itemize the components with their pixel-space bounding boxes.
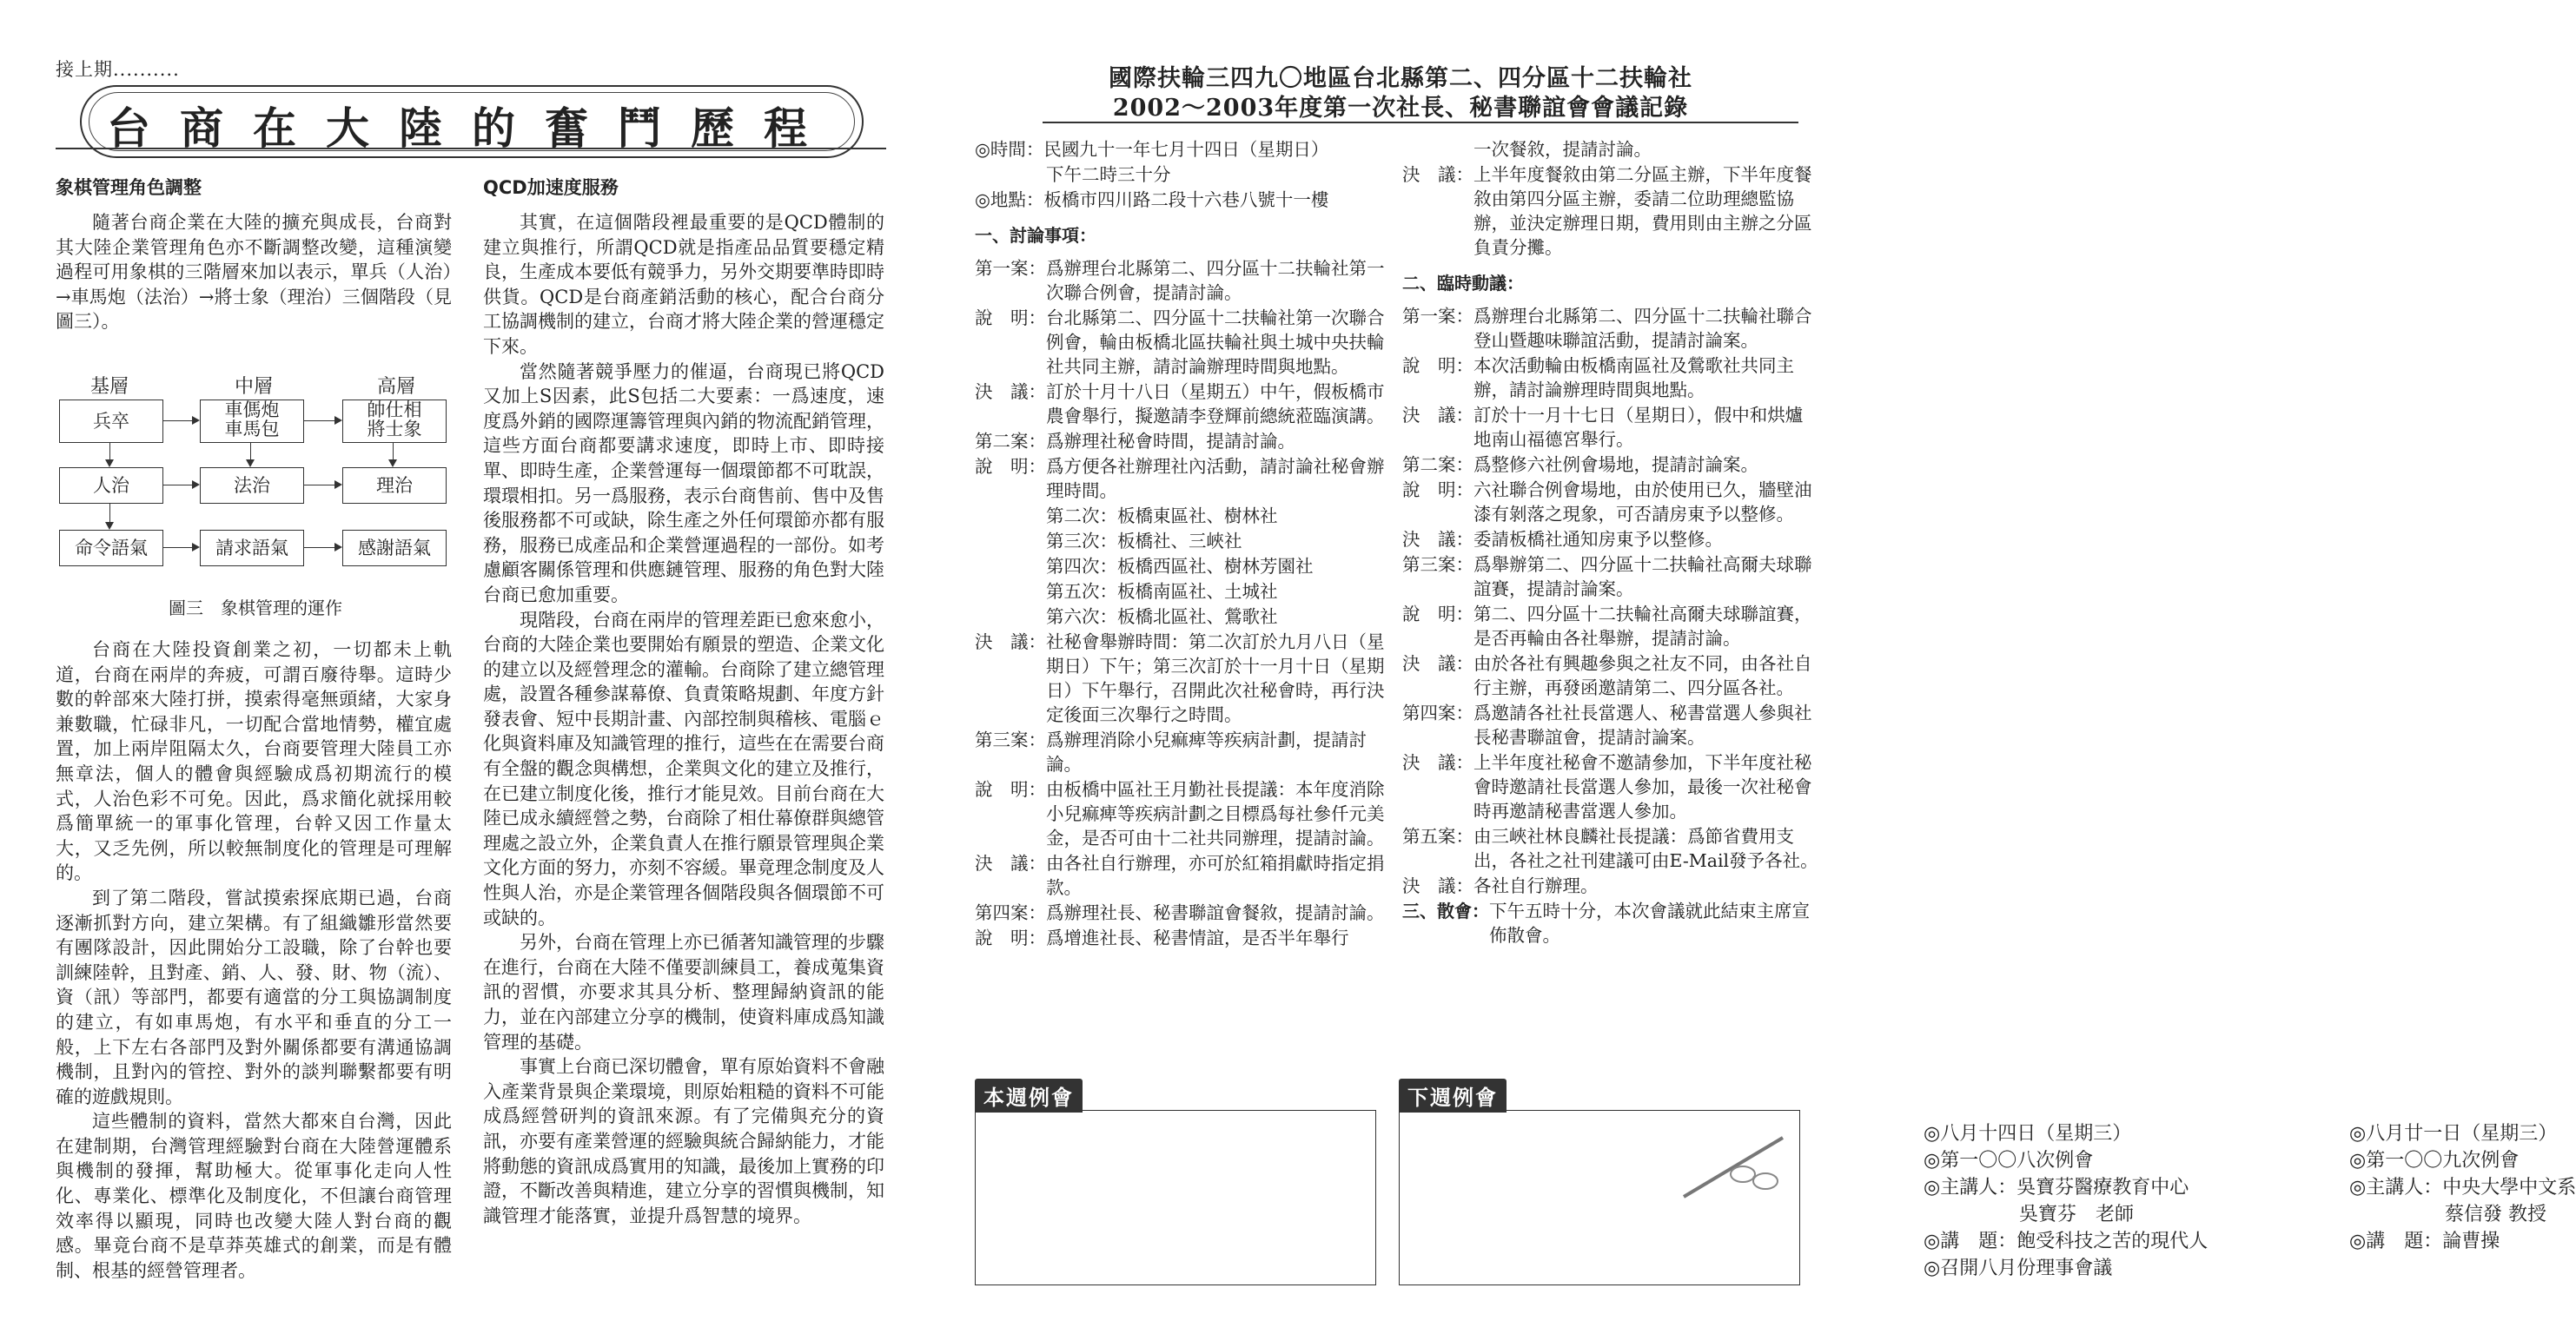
- minutes-item-text: 上半年度社秘會不邀請參加，下半年度社秘會時邀請社長當選人參加，最後一次社秘會時再邀請秘書當選人參加。: [1473, 752, 1812, 822]
- minutes-item: [1402, 162, 1819, 260]
- minutes-item-text: 第五次：板橋南區社、土城社: [1046, 581, 1278, 602]
- article-paragraph: 現階段，台商在兩岸的管理差距已愈來愈小，台商的大陸企業也要開始有願景的塑造、企業文化的建立以及經營理念的灌輸。台商除了建立總管理處，設置各種參謀幕僚、負責策略規劃、年度方針發表會、短中長期計畫、內部控制與稽核、電腦ｅ化與資料庫及知識管理的推行，這些在在需要台商有全盤的觀念與構想，企業與文化的建立及推行，在已建立制度化後，推行才能見效。目前台商在大陸已成永續經營之勢，台商除了相仕幕僚群與總管理處之設立外，企業負責人在推行願景管理與企業文化方面的努力，亦刻不容緩。畢竟理念制度及人性與人治，亦是企業管理各個階段與各個環節不可或缺的。: [483, 609, 884, 928]
- intro-paragraph: [56, 210, 452, 334]
- article-title: 台商在大陸的奮鬥歷程: [107, 102, 837, 154]
- minutes-item: [1402, 824, 1819, 873]
- minutes-item: [975, 851, 1385, 900]
- header-underline: [1043, 122, 1798, 123]
- minutes-item-label: 說 明：: [1402, 355, 1473, 376]
- minutes-item-label: 說 明：: [975, 779, 1046, 800]
- minutes-item: [975, 188, 1385, 212]
- minutes-column-b: [1402, 137, 1819, 1067]
- minutes-column-a: [975, 137, 1385, 1067]
- minutes-item-label: [975, 554, 1046, 578]
- minutes-item-label: 決 議：: [1402, 653, 1473, 674]
- minutes-item: [975, 454, 1385, 503]
- minutes-item-text: 第六次：板橋北區社、鶯歌社: [1046, 606, 1278, 627]
- qcd-paragraphs: [483, 210, 884, 1228]
- minutes-item-text: 爲邀請各社社長當選人、秘書當選人參與社長秘書聯誼會，提請討論案。: [1473, 703, 1812, 748]
- minutes-item-text: 由板橋中區社王月勤社長提議：本年度消除小兒痲痺等疾病計劃之目標爲每社參仟元美金，是否可由十二社共同辦理，提請討論。: [1046, 779, 1385, 849]
- continued-label: 接上期..........: [56, 59, 180, 80]
- arrow: [163, 420, 198, 421]
- minutes-item-label: 說 明：: [975, 928, 1046, 948]
- minutes-item: [975, 256, 1385, 305]
- minutes-item-label: 第四案：: [975, 902, 1046, 923]
- arrow: [304, 547, 341, 548]
- minutes-item: [975, 901, 1385, 925]
- meeting-info-line: ◎第一〇〇九次例會: [2349, 1150, 2520, 1172]
- minutes-item-text: 由三峽社林良麟社長提議：爲節省費用支出，各社之社刊建議可由E-Mail發予各社。: [1473, 826, 1818, 871]
- diagram-caption: 圖三 象棋管理的運作: [169, 598, 342, 618]
- minutes-item-label: 決 議：: [975, 381, 1046, 402]
- minutes-item: [975, 777, 1385, 850]
- minutes-item-text: 爲辦理社秘會時間，提請討論。: [1046, 431, 1295, 452]
- box-command-tone: 命令語氣: [59, 530, 163, 566]
- box-general: 帥仕相 將士象: [342, 400, 447, 443]
- minutes-item-text: 本次活動輪由板橋南區社及鶯歌社共同主辦，請討論辦理時間與地點。: [1473, 355, 1794, 400]
- minutes-item-label: 第一案：: [975, 258, 1046, 279]
- title-underline: [56, 148, 886, 149]
- minutes-item-label: 說 明：: [975, 456, 1046, 477]
- minutes-item-text: 上半年度餐敘由第二分區主辦，下半年度餐敘由第四分區主辦，委請二位助理總監協辦，並決定辦理日期，費用則由主辦之分區負責分攤。: [1473, 164, 1812, 258]
- minutes-item: [975, 162, 1385, 187]
- minutes-item: [975, 429, 1385, 453]
- minutes-item-label: [975, 604, 1046, 629]
- minutes-item-text: 訂於十一月十七日（星期日），假中和烘爐地南山福德宮舉行。: [1473, 405, 1804, 450]
- minutes-item-text: 爲辦理社長、秘書聯誼會餐敘，提請討論。: [1046, 902, 1385, 923]
- article-column-2: [483, 174, 884, 1228]
- arrow: [109, 442, 110, 466]
- club-header: 國際扶輪三四九〇地區台北縣第二、四分區十二扶輪社: [1109, 65, 1692, 92]
- minutes-item-label: [975, 504, 1046, 528]
- minutes-item-text: 第三次：板橋社、三峽社: [1046, 531, 1242, 551]
- minutes-section-heading: 二、臨時動議：: [1402, 273, 1524, 294]
- minutes-item: [975, 579, 1385, 604]
- minutes-item-label: 說 明：: [975, 307, 1046, 328]
- article-paragraph: 台商在大陸投資創業之初，一切都未上軌道，台商在兩岸的奔疲，可謂百廢待舉。這時少數的幹部來大陸打拼，摸索得毫無頭緒，大家身兼數職，忙碌非凡，一切配合當地情勢，權宜處置，加上兩岸阻隔太久，台商要管理大陸員工亦無章法，個人的體會與經驗成爲初期流行的模式，人治色彩不可免。因此，爲求簡化就採用較爲簡單統一的軍事化管理，台幹又因工作量太大，又乏先例，所以較無制度化的管理是可理解的。: [56, 639, 452, 884]
- box-chariot: 車傌炮 車馬包: [200, 400, 304, 443]
- minutes-item: [975, 926, 1385, 950]
- minutes-item-text: 爲舉辦第二、四分區十二扶輪社高爾夫球聯誼賽，提請討論案。: [1473, 554, 1812, 599]
- minutes-item-text: 板橋市四川路二段十六巷八號十一樓: [1043, 189, 1329, 210]
- minutes-item-label: ◎時間：: [975, 139, 1044, 160]
- meeting-info-line: 蔡信發 教授: [2349, 1204, 2546, 1225]
- meeting-info-line: ◎召開八月份理事會議: [1924, 1258, 2113, 1279]
- minutes-item-label: 決 議：: [1402, 875, 1473, 896]
- meeting-title: 2002〜2003年度第一次社長、秘書聯誼會會議記錄: [1112, 95, 1689, 122]
- section-heading-qcd: QCD加速度服務: [483, 177, 619, 198]
- minutes-item-label: 第四案：: [1402, 703, 1473, 723]
- minutes-section-heading: 一、討論事項：: [975, 225, 1096, 246]
- minutes-item: [1402, 701, 1819, 750]
- level-label-base: 基層: [90, 376, 129, 398]
- minutes-item-label: 第二案：: [975, 431, 1046, 452]
- minutes-item-label: 第一案：: [1402, 306, 1473, 327]
- article-paragraph: 另外，台商在管理上亦已循著知識管理的步驟在進行，台商在大陸不僅要訓練員工，養成蒐集資訊的習慣，亦要求其具分析、整理歸納資訊的能力，並在內部建立分享的機制，使資料庫成爲知識管理的基礎。: [483, 932, 884, 1053]
- arrow: [163, 547, 198, 548]
- minutes-item-text: 爲整修六社例會場地，提請討論案。: [1473, 454, 1758, 475]
- pen-glasses-illustration: [1679, 1120, 1791, 1207]
- meeting-info-line: 吳寶芬 老師: [1924, 1204, 2135, 1225]
- minutes-item-label: 決 議：: [975, 631, 1046, 652]
- meeting-info-line: ◎講 題：論曹操: [2349, 1231, 2500, 1252]
- minutes-item: [1402, 304, 1819, 353]
- minutes-item-text: 台北縣第二、四分區十二扶輪社第一次聯合例會，輪由板橋北區扶輪社與土城中央扶輪社共同主辦，請討論辦理時間與地點。: [1046, 307, 1385, 377]
- minutes-item: [975, 554, 1385, 578]
- article-column-1-continued: [56, 637, 452, 1283]
- minutes-item-label: 決 議：: [1402, 164, 1473, 185]
- minutes-item-text: 爲辦理台北縣第二、四分區十二扶輪社聯合登山暨趣味聯誼活動，提請討論案。: [1473, 306, 1812, 351]
- minutes-item-text: 訂於十月十八日（星期五）中午，假板橋市農會舉行，擬邀請李登輝前總統蒞臨演講。: [1046, 381, 1385, 426]
- this-week-box: [975, 1110, 1376, 1285]
- minutes-item-label: ◎地點：: [975, 189, 1044, 210]
- minutes-item-text: 爲方便各社辦理社內活動，請討論社秘會辦理時間。: [1046, 456, 1385, 501]
- level-label-middle: 中層: [235, 376, 274, 398]
- minutes-item-label: 決 議：: [1402, 529, 1473, 550]
- level-label-top: 高層: [377, 376, 416, 398]
- minutes-item-text: 由於各社有興趣參與之社友不同，由各社自行主辦，再發函邀請第二、四分區各社。: [1473, 653, 1812, 698]
- right-page: [931, 0, 2576, 1334]
- minutes-item: [1402, 452, 1819, 477]
- minutes-item-text: 各社自行辦理。: [1473, 875, 1599, 896]
- minutes-item-text: 一次餐敘，提請討論。: [1473, 139, 1652, 160]
- meeting-info-line: ◎八月十四日（星期三）: [1924, 1123, 2132, 1145]
- meeting-info-line: ◎主講人：吳寶芬醫療教育中心: [1924, 1177, 2189, 1199]
- minutes-item-label: 第三案：: [975, 730, 1046, 750]
- minutes-item-label: 說 明：: [1402, 479, 1473, 500]
- minutes-item-label: [975, 579, 1046, 604]
- minutes-item-text: 第四次：板橋西區社、樹林芳園社: [1046, 556, 1314, 577]
- minutes-item-text: 爲辦理台北縣第二、四分區十二扶輪社第一次聯合例會，提請討論。: [1046, 258, 1385, 303]
- minutes-item: [975, 306, 1385, 379]
- minutes-item: [975, 630, 1385, 727]
- minutes-item-text: 民國九十一年七月十四日（星期日）: [1043, 139, 1329, 160]
- left-page: [0, 0, 931, 1334]
- minutes-item: [1402, 651, 1819, 700]
- minutes-item: [975, 504, 1385, 528]
- section-heading-chess: 象棋管理角色調整: [56, 177, 202, 198]
- box-soldier: 兵卒: [59, 400, 163, 443]
- article-paragraph: 到了第二階段，嘗試摸索探底期已過，台商逐漸抓對方向，建立架構。有了組織雛形當然要有團隊設計，因此開始分工設職，除了台幹也要訓練陸幹，且對產、銷、人、發、財、物（流）、資（訊）等部門，都要有適當的分工與協調制度的建立，有如車馬炮，有水平和垂直的分工一般，上下左右各部門及對外關係都要有溝通協調機制，且對內的管控、對外的談判聯繫都要有明確的遊戲規則。: [56, 887, 452, 1107]
- minutes-item: [975, 380, 1385, 428]
- arrow: [250, 442, 251, 466]
- minutes-item-text: 爲增進社長、秘書情誼，是否半年舉行: [1046, 928, 1349, 948]
- minutes-item: [1402, 478, 1819, 526]
- box-rule-by-man: 人治: [59, 467, 163, 504]
- minutes-item-text: 六社聯合例會場地，由於使用已久，牆壁油漆有剝落之現象，可否請房東予以整修。: [1473, 479, 1812, 525]
- minutes-item-label: [975, 162, 1046, 187]
- minutes-item: [975, 728, 1385, 776]
- minutes-item-label: 決 議：: [1402, 405, 1473, 426]
- minutes-item-text: 委請板橋社通知房東予以整修。: [1473, 529, 1723, 550]
- this-week-tab: 本週例會: [975, 1079, 1083, 1113]
- arrow: [393, 442, 394, 466]
- minutes-item: [1402, 552, 1819, 601]
- minutes-item-text: 下午五時十分，本次會議就此結束主席宣佈散會。: [1489, 901, 1810, 946]
- minutes-item-text: 社秘會舉辦時間：第二次訂於九月八日（星期日）下午；第三次訂於十一月十日（星期日）下午舉行，召開此次社秘會時，再行決定後面三次舉行之時間。: [1046, 631, 1385, 725]
- minutes-item: [975, 604, 1385, 629]
- minutes-item: [975, 137, 1385, 162]
- minutes-item-label: 決 議：: [1402, 752, 1473, 773]
- minutes-item: [1402, 750, 1819, 823]
- next-week-tab: 下週例會: [1399, 1079, 1507, 1113]
- minutes-item-text: 第二、四分區十二扶輪社高爾夫球聯誼賽，是否再輪由各社舉辦，提請討論。: [1473, 604, 1812, 649]
- meeting-info-line: ◎八月廿一日（星期三）: [2349, 1123, 2558, 1145]
- minutes-item-label: 第三案：: [1402, 554, 1473, 575]
- minutes-item-text: 第二次：板橋東區社、樹林社: [1046, 505, 1278, 526]
- minutes-item-label: 決 議：: [975, 853, 1046, 874]
- minutes-item-label: 說 明：: [1402, 604, 1473, 624]
- minutes-item-label: 第二案：: [1402, 454, 1473, 475]
- meeting-info-line: ◎主講人：中央大學中文系: [2349, 1177, 2576, 1199]
- minutes-item: [1402, 602, 1819, 650]
- minutes-item-text: 由各社自行辦理，亦可於紅箱捐獻時指定捐款。: [1046, 853, 1385, 898]
- minutes-item: [1402, 137, 1819, 162]
- arrow: [304, 420, 341, 421]
- minutes-item-label: 第五案：: [1402, 826, 1473, 847]
- article-paragraph: 隨著台商企業在大陸的擴充與成長，台商對其大陸企業管理角色亦不斷調整改變，這種演變過程可用象棋的三階層來加以表示，單兵（人治）→車馬炮（法治）→將士象（理治）三個階段（見圖三）。: [56, 212, 452, 333]
- minutes-item: [1402, 899, 1819, 948]
- article-paragraph: 事實上台商已深切體會，單有原始資料不會融入產業背景與企業環境，則原始粗糙的資料不可能成爲經營研判的資訊來源。有了完備與充分的資訊，亦要有產業營運的經驗與統合歸納能力，才能將動態的資訊成爲實用的知識，最後加上實務的印證，不斷改善與精進，建立分享的習慣與機制，知識管理才能落實，並提升爲智慧的境界。: [483, 1056, 884, 1226]
- minutes-item: [1402, 353, 1819, 402]
- meeting-info-line: ◎講 題：飽受科技之苦的現代人: [1924, 1231, 2208, 1252]
- article-paragraph: 其實，在這個階段裡最重要的是QCD體制的建立與推行，所謂QCD就是指產品品質要穩定精良，生產成本要低有競爭力，另外交期要準時即時供貨。QCD是台商產銷活動的核心，配合台商分工協調機制的建立，台商才將大陸企業的營運穩定下來。: [483, 212, 884, 357]
- minutes-item-label: 三、散會：: [1402, 901, 1489, 921]
- minutes-item: [975, 529, 1385, 553]
- minutes-item-text: 下午二時三十分: [1046, 164, 1171, 185]
- article-paragraph: 當然隨著競爭壓力的催逼，台商現已將QCD又加上S因素，此S包括二大要素：一爲速度，速度爲外銷的國際運籌管理與內銷的物流配銷管理，這些方面台商都要講求速度，即時上市、即時接單、即時生產，企業營運每一個環節都不可耽誤，環環相扣。另一爲服務，表示台商售前、售中及售後服務都不可或缺，除生產之外任何環節亦都有服務，服務已成產品和企業營運過程的一部份。如考慮顧客關係管理和供應鏈管理、服務的角色對大陸台商已愈加重要。: [483, 360, 884, 605]
- meeting-info-line: ◎第一〇〇八次例會: [1924, 1150, 2094, 1172]
- minutes-item-label: [1402, 137, 1473, 162]
- minutes-item: [1402, 527, 1819, 551]
- box-rule-by-reason: 理治: [342, 467, 447, 504]
- minutes-item: [1402, 403, 1819, 452]
- box-request-tone: 請求語氣: [200, 530, 304, 566]
- minutes-item-text: 爲辦理消除小兒痲痺等疾病計劃，提請討論。: [1046, 730, 1367, 775]
- arrow: [109, 503, 110, 528]
- minutes-item: [1402, 874, 1819, 898]
- article-column-1: [56, 174, 452, 334]
- box-rule-by-law: 法治: [200, 467, 304, 504]
- minutes-item-label: [975, 529, 1046, 553]
- box-thanks-tone: 感謝語氣: [342, 530, 447, 566]
- article-paragraph: 這些體制的資料，當然大都來自台灣，因此在建制期，台灣管理經驗對台商在大陸營運體系與機制的發揮，幫助極大。從軍事化走向人性化、專業化、標準化及制度化，不但讓台商管理效率得以顯現，同時也改變大陸人對台商的觀感。畢竟台商不是草莽英雄式的創業，而是有體制、根基的經營管理者。: [56, 1111, 452, 1281]
- chess-management-diagram: [56, 365, 464, 625]
